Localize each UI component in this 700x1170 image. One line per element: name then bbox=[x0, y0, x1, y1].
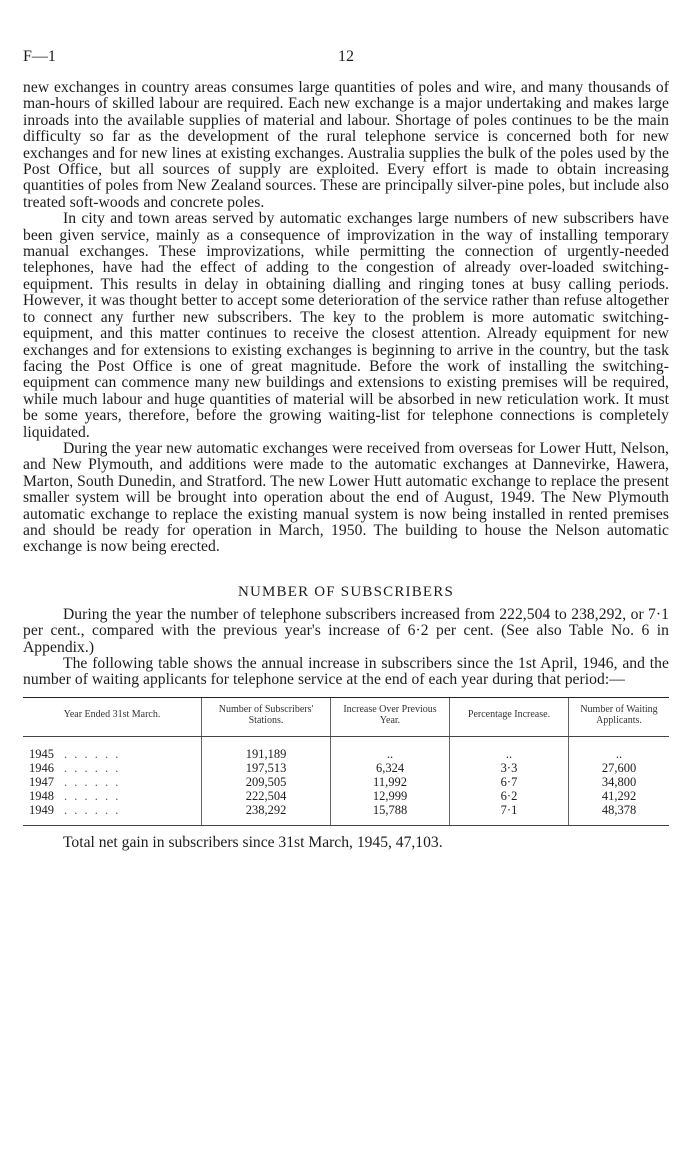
year-value: 1945 bbox=[29, 746, 54, 761]
paragraph: During the year the number of telephone subscribers increased from 222,504 to 238,292, or 7·1 per cent., compared with the previous year's increase of 6·2 per cent. (See also Table No. 6 in Appendix.) bbox=[23, 605, 669, 656]
percentage-cell: .. bbox=[450, 736, 569, 761]
stations-cell: 209,505 bbox=[202, 775, 331, 789]
paragraph: The following table shows the annual increase in subscribers since the 1st April, 1946, and the number of waiting applicants for telephone service at the end of each year during that period:— bbox=[23, 655, 669, 689]
waiting-cell: 48,378 bbox=[569, 803, 670, 826]
table-header-row bbox=[23, 697, 669, 736]
body-text bbox=[23, 80, 669, 556]
year-cell bbox=[23, 775, 202, 789]
year-cell bbox=[23, 789, 202, 803]
leader-dots: . . . . . . bbox=[64, 788, 121, 803]
waiting-cell: .. bbox=[569, 736, 670, 761]
table-row bbox=[23, 789, 669, 803]
paragraph: During the year new automatic exchanges were received from overseas for Lower Hutt, Nelson, and New Plymouth, and additions were made to the automatic exchanges at Dannevirke, Hawera, Marton, South Dunedin, and Stratford. The new Lower Hutt automatic exchange to replace the present smaller system will be brought into operation about the end of August, 1949. The New Plymouth automatic exchange to replace the existing manual system is now being installed in rented premises and should be ready for operation in March, 1950. The building to house the Nelson automatic exchange is now being erected. bbox=[23, 439, 669, 556]
table-row bbox=[23, 775, 669, 789]
year-value: 1948 bbox=[29, 788, 54, 803]
paragraph: In city and town areas served by automatic exchanges large numbers of new subscribers have been given service, mainly as a consequence of improvization in the way of installing temporary manual exchanges. These improvizations, while permitting the connection of urgently-needed telephones, have had the effect of adding to the congestion of already over-loaded switching-equipment. This results in delay in obtaining dialling and ringing tones at busy calling periods. However, it was thought better to accept some deterioration of the service rather than refuse altogether to connect any further new subscribers. The key to the problem is more automatic switching-equipment, and this matter continues to receive the closest attention. Already equipment for new exchanges and for extensions to existing exchanges is beginning to arrive in the country, but the task facing the Post Office is one of great magnitude. Before the work of installing the switching-equipment can commence many new buildings and extensions to existing premises will be required, while much labour and huge quantities of material will be absorbed in new reticulation work. It must be some years, therefore, before the growing waiting-list for telephone connections is completely liquidated. bbox=[23, 210, 669, 441]
page-number: 12 bbox=[338, 48, 354, 65]
stations-cell: 222,504 bbox=[202, 789, 331, 803]
document-reference: F—1 bbox=[23, 48, 56, 65]
increase-cell: 15,788 bbox=[331, 803, 450, 826]
leader-dots: . . . . . . bbox=[64, 774, 121, 789]
stations-cell: 238,292 bbox=[202, 803, 331, 826]
document-page bbox=[23, 48, 669, 852]
percentage-cell: 7·1 bbox=[450, 803, 569, 826]
waiting-cell: 34,800 bbox=[569, 775, 670, 789]
page-header bbox=[23, 48, 669, 70]
increase-cell: 6,324 bbox=[331, 761, 450, 775]
section-heading: NUMBER OF SUBSCRIBERS bbox=[237, 583, 455, 600]
waiting-cell: 27,600 bbox=[569, 761, 670, 775]
column-header-stations: Number of Subscribers' Stations. bbox=[202, 697, 331, 736]
year-cell bbox=[23, 803, 202, 826]
stations-cell: 197,513 bbox=[202, 761, 331, 775]
waiting-cell: 41,292 bbox=[569, 789, 670, 803]
column-header-increase: Increase Over Previous Year. bbox=[331, 697, 450, 736]
percentage-cell: 6·2 bbox=[450, 789, 569, 803]
year-value: 1949 bbox=[29, 802, 54, 817]
percentage-cell: 6·7 bbox=[450, 775, 569, 789]
year-value: 1947 bbox=[29, 774, 54, 789]
year-cell bbox=[23, 761, 202, 775]
total-note: Total net gain in subscribers since 31st March, 1945, 47,103. bbox=[63, 833, 443, 851]
leader-dots: . . . . . . bbox=[64, 760, 121, 775]
stations-cell: 191,189 bbox=[202, 736, 331, 761]
table-row bbox=[23, 761, 669, 775]
table-row bbox=[23, 736, 669, 761]
leader-dots: . . . . . . bbox=[64, 802, 121, 817]
column-header-percentage: Percentage Increase. bbox=[450, 697, 569, 736]
percentage-cell: 3·3 bbox=[450, 761, 569, 775]
table-row bbox=[23, 803, 669, 826]
column-header-waiting: Number of Waiting Applicants. bbox=[569, 697, 670, 736]
year-cell bbox=[23, 736, 202, 761]
paragraph: new exchanges in country areas consumes large quantities of poles and wire, and many thousands of man-hours of skilled labour are required. Each new exchange is a major undertaking and makes large inroads into the available supplies of material and labour. Shortage of poles continues to be the main difficulty so far as the development of the rural telephone service is concerned both for new exchanges and for new lines at existing exchanges. Australia supplies the bulk of the poles used by the Post Office, but all sources of supply are exploited. Every effort is made to obtain increasing quantities of poles from New Zealand sources. These are principally silver-pine poles, but include also treated soft-woods and concrete poles. bbox=[23, 79, 669, 211]
increase-cell: .. bbox=[331, 736, 450, 761]
column-header-year: Year Ended 31st March. bbox=[23, 697, 202, 736]
increase-cell: 11,992 bbox=[331, 775, 450, 789]
subscribers-table bbox=[23, 697, 669, 826]
leader-dots: . . . . . . bbox=[64, 746, 121, 761]
year-value: 1946 bbox=[29, 760, 54, 775]
increase-cell: 12,999 bbox=[331, 789, 450, 803]
